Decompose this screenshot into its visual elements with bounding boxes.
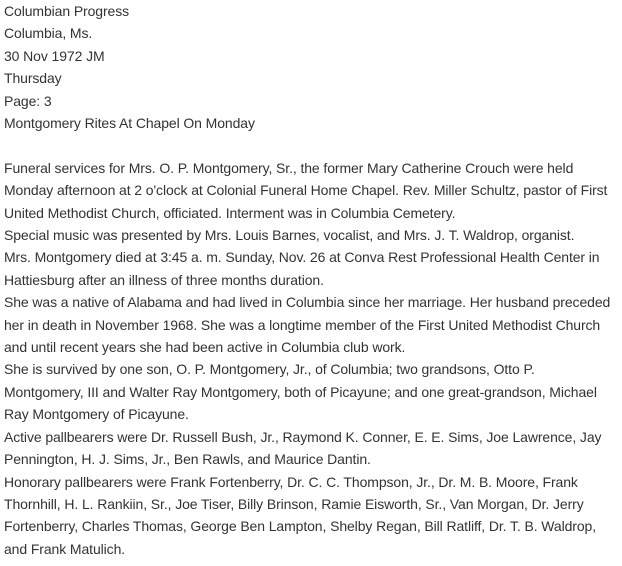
paragraph-biography bbox=[4, 291, 614, 358]
page-number: Page: 3 bbox=[4, 92, 52, 109]
publication-name: Columbian Progress bbox=[4, 3, 130, 19]
paragraph-funeral-services bbox=[4, 157, 614, 224]
paragraph-active-pallbearers bbox=[4, 426, 614, 471]
publication-location: Columbia, Ms. bbox=[4, 25, 93, 42]
text-line: United Methodist Church, officiated. Interment was in Columbia Cemetery. bbox=[4, 204, 456, 221]
article-headline: Montgomery Rites At Chapel On Monday bbox=[4, 115, 255, 132]
paragraph-death bbox=[4, 246, 614, 291]
blank-line bbox=[4, 134, 614, 156]
text-line: Honorary pallbearers were Frank Fortenberry, Dr. C. C. Thompson, Jr., Dr. M. B. Moore, Frank bbox=[4, 473, 578, 490]
text-line: Mrs. Montgomery died at 3:45 a. m. Sunday, Nov. 26 at Conva Rest Professional Health Center in bbox=[4, 249, 600, 266]
publication-weekday: Thursday bbox=[4, 70, 62, 87]
text-line: Thornhill, H. L. Rankiin, Sr., Joe Tiser, Billy Brinson, Ramie Eisworth, Sr., Van Morgan, Dr. Jerry bbox=[4, 495, 584, 512]
paragraph-honorary-pallbearers bbox=[4, 471, 614, 561]
text-line: She was a native of Alabama and had lived in Columbia since her marriage. Her husband preceded bbox=[4, 294, 611, 311]
text-line: her in death in November 1968. She was a longtime member of the First United Methodist Church bbox=[4, 316, 601, 333]
text-line: and until recent years she had been active in Columbia club work. bbox=[4, 339, 406, 356]
text-line: Active pallbearers were Dr. Russell Bush, Jr., Raymond K. Conner, E. E. Sims, Joe Lawrence, Jay bbox=[4, 428, 602, 445]
text-line: Funeral services for Mrs. O. P. Montgomery, Sr., the former Mary Catherine Crouch were held bbox=[4, 159, 574, 176]
text-line: Montgomery, III and Walter Ray Montgomery, both of Picayune; and one great-grandson, Michael bbox=[4, 383, 597, 400]
text-line: She is survived by one son, O. P. Montgomery, Jr., of Columbia; two grandsons, Otto P. bbox=[4, 361, 535, 378]
text-line: Monday afternoon at 2 o'clock at Colonial Funeral Home Chapel. Rev. Miller Schultz, pastor of First bbox=[4, 182, 608, 199]
text-line: Special music was presented by Mrs. Louis Barnes, vocalist, and Mrs. J. T. Waldrop, organist. bbox=[4, 227, 575, 244]
text-line: Fortenberry, Charles Thomas, George Ben Lampton, Shelby Regan, Bill Ratliff, Dr. T. B. Waldrop, bbox=[4, 518, 597, 535]
paragraph-survivors bbox=[4, 358, 614, 425]
text-line: and Frank Matulich. bbox=[4, 540, 126, 557]
text-line: Hattiesburg after an illness of three months duration. bbox=[4, 271, 324, 288]
publication-date: 30 Nov 1972 JM bbox=[4, 47, 105, 64]
text-line: Ray Montgomery of Picayune. bbox=[4, 406, 189, 423]
paragraph-special-music bbox=[4, 224, 614, 246]
text-line: Pennington, H. J. Sims, Jr., Ben Rawls, and Maurice Dantin. bbox=[4, 451, 371, 468]
